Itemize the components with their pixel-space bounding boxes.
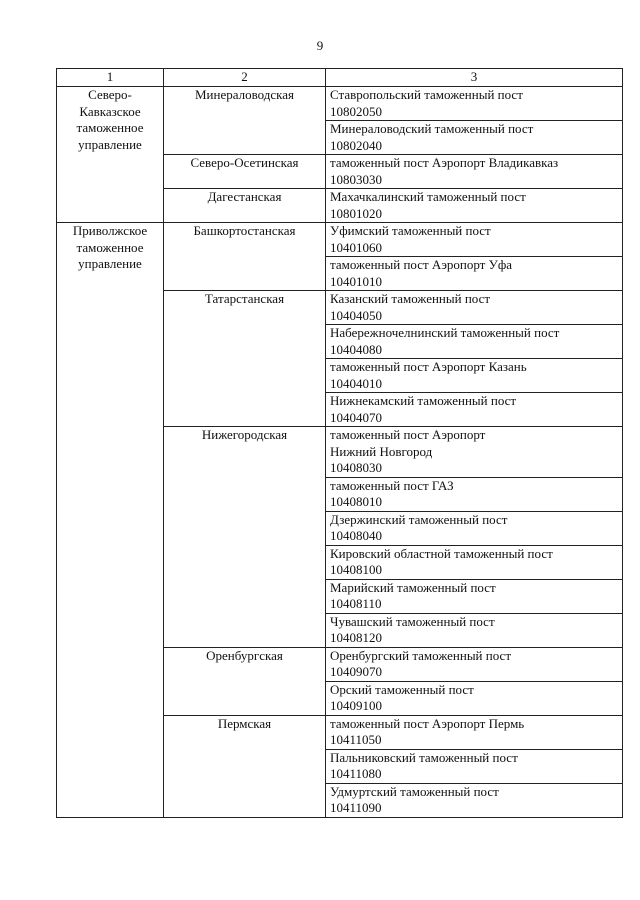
customs-post-cell [326,393,623,427]
customs-post-cell [326,511,623,545]
customs-post-cell [326,681,623,715]
customs-post-cell [326,477,623,511]
department-name-line: управление [78,136,142,152]
post-name: таможенный пост Аэропорт Владикавказ [330,155,559,170]
post-code: 10401010 [330,273,382,289]
customs-post-cell [326,291,623,325]
region-cell: Оренбургская [164,647,326,715]
post-name: таможенный пост Аэропорт Казань [330,359,527,374]
post-code: 10411080 [330,766,382,781]
customs-post-cell [326,427,623,478]
department-name-line: Кавказское [79,103,141,119]
post-name: Ставропольский таможенный пост [330,87,523,102]
post-name: Дзержинский таможенный пост [330,511,508,527]
post-name: Орский таможенный пост [330,681,474,697]
column-header-1: 1 [57,69,164,87]
post-name-line: таможенный пост Аэропорт [330,427,486,442]
column-header-2: 2 [164,69,326,87]
region-cell: Северо-Осетинская [164,155,326,189]
customs-post-cell [326,121,623,155]
post-name-line: Нижний Новгород [330,443,433,459]
post-code: 10408030 [330,460,382,475]
post-name: таможенный пост Аэропорт Уфа [330,257,513,272]
post-code: 10409070 [330,664,382,679]
department-name-line: таможенное [76,120,144,135]
post-name: Нижнекамский таможенный пост [330,393,517,408]
region-cell: Татарстанская [164,291,326,427]
customs-posts-table [56,68,623,818]
post-code: 10408100 [330,562,382,577]
region-cell: Минераловодская [164,87,326,155]
post-code: 10801020 [330,205,382,221]
post-name: Марийский таможенный пост [330,579,496,595]
column-header-3: 3 [326,69,623,87]
table-header [57,69,623,87]
customs-post-cell [326,359,623,393]
post-name: Махачкалинский таможенный пост [330,189,526,204]
post-code: 10409100 [330,698,382,713]
table-row [57,87,623,121]
page-number: 9 [316,38,324,53]
department-name-line: таможенное [76,239,144,255]
post-name: Оренбургский таможенный пост [330,647,511,663]
customs-post-cell [326,325,623,359]
table-body [57,87,623,818]
customs-post-cell [326,545,623,579]
post-code: 10802040 [330,137,382,153]
header-row [57,69,623,87]
post-code: 10404070 [330,409,382,425]
post-code: 10803030 [330,171,382,187]
post-code: 10408120 [330,630,382,645]
department-name-line: Приволжское [72,223,148,238]
post-name: Казанский таможенный пост [330,291,491,306]
post-code: 10408010 [330,494,382,509]
post-code: 10408040 [330,528,382,543]
post-name: Пальниковский таможенный пост [330,749,518,765]
post-code: 10411090 [330,800,382,815]
customs-post-cell [326,257,623,291]
customs-post-cell [326,223,623,257]
post-code: 10401060 [330,239,382,255]
customs-post-cell [326,87,623,121]
post-code: 10404080 [330,341,382,357]
department-name-line: Северо- [88,87,132,102]
customs-post-cell [326,749,623,783]
customs-post-cell [326,647,623,681]
post-code: 10411050 [330,732,382,747]
post-name: Уфимский таможенный пост [330,223,491,238]
post-name: таможенный пост Аэропорт Пермь [330,715,525,731]
post-code: 10404010 [330,375,382,391]
post-name: таможенный пост ГАЗ [330,477,454,493]
department-cell [57,223,164,818]
department-cell [57,87,164,223]
post-name: Чувашский таможенный пост [330,613,495,629]
post-name: Набережночелнинский таможенный пост [330,325,560,340]
post-code: 10408110 [330,596,382,611]
customs-post-cell [326,613,623,647]
table-row [57,223,623,257]
customs-post-cell [326,189,623,223]
region-cell: Нижегородская [164,427,326,648]
post-code: 10802050 [330,103,382,119]
post-name: Кировский областной таможенный пост [330,545,553,561]
post-name: Удмуртский таможенный пост [330,783,499,799]
customs-post-cell [326,579,623,613]
region-cell: Дагестанская [164,189,326,223]
post-name: Минераловодский таможенный пост [330,121,534,136]
customs-post-cell [326,155,623,189]
department-name-line: управление [78,256,142,271]
customs-post-cell [326,783,623,817]
region-cell: Башкортостанская [164,223,326,291]
post-code: 10404050 [330,307,382,323]
customs-post-cell [326,715,623,749]
region-cell: Пермская [164,715,326,817]
